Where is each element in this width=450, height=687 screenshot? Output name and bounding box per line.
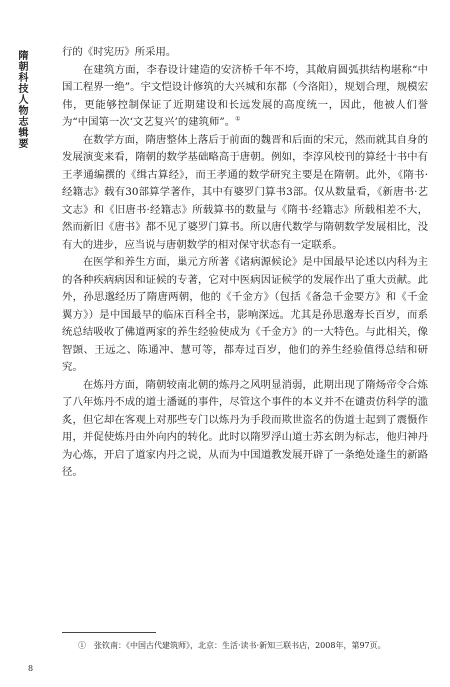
paragraph-continued: 行的《时宪历》所采用。 <box>62 46 177 58</box>
footnote-reference[interactable]: ① <box>235 115 241 123</box>
body-text <box>62 44 428 482</box>
running-header-title: 隋朝科技人物志辑要 <box>16 50 27 149</box>
paragraph-medicine: 在医学和养生方面，巢元方所著《诸病源候论》是中国最早论述以内科为主的各种疾病病因和证候的专著，它对中医病因证候学的发展作出了重大贡献。此外，孙思邈经历了隋唐两朝，他的《千金方》（包括《备急千金要方》和《千金翼方》）是中国最早的临床百科全书，影响深远。尤其是孙思邈寿长百岁，而系统总结吸收了佛道两家的养生经验使成为《千金方》的一大特色。与此相关，像智顗、王远之、陈通冲、慧可等，都寿过百岁，他们的养生经验值得总结和研究。 <box>62 256 428 373</box>
paragraph-architecture-text: 在建筑方面，李春设计建造的安济桥千年不垮，其敞肩圆弧拱结构堪称“中国工程界一绝”。宇文恺设计修筑的大兴城和东都（今洛阳），规划合理，规模宏伟，更能够控制保证了近期建设和长远发展的高度统一，因此，他被人们誉为“中国第一次‘文艺复兴’的建筑师”。 <box>62 63 428 128</box>
paragraph-alchemy: 在炼丹方面，隋朝较南北朝的炼丹之风明显消弱，此期出现了隋炀帝令合炼了八年炼丹不成的道士潘诞的事件，尽管这个事件的本义并不在谴责仿科学的滥炙，但它却在客观上对那些专门以炼丹为手段而欺世盗名的伪道士起到了震慑作用，并促使炼丹由外向内的转化。此时以隋罗浮山道士苏玄朗为标志，他归神丹为心炼，开启了道家内丹之说，从而为中国道教发展开辟了一条绝处逢生的新路径。 <box>62 378 428 478</box>
page-number: 8 <box>28 664 34 673</box>
paragraph-architecture <box>62 62 428 132</box>
footnote-divider <box>62 632 156 633</box>
paragraph-mathematics: 在数学方面，隋唐整体上落后于前面的魏晋和后面的宋元，然而就其自身的发展演变来看，隋朝的数学基础略高于唐朝。例如，李淳风校刊的算经十书中有王孝通编撰的《缉古算经》，而王孝通的数学研究主要是在隋朝。此外，《隋书·经籍志》载有30部算学著作，其中有婆罗门算书3部。仅从数量看，《新唐书·艺文志》和《旧唐书·经籍志》所载算书的数量与《隋书·经籍志》所载相差不大，然而新旧《唐书》都不见了婆罗门算书。所以唐代数学与隋朝数学发展相比，没有大的进步，应当说与唐朝数学的相对保守状态有一定联系。 <box>62 133 428 251</box>
footnote: ① 张钦南：《中国古代建筑师》，北京：生活·读书·新知三联书店，2008年，第97页。 <box>78 641 386 650</box>
